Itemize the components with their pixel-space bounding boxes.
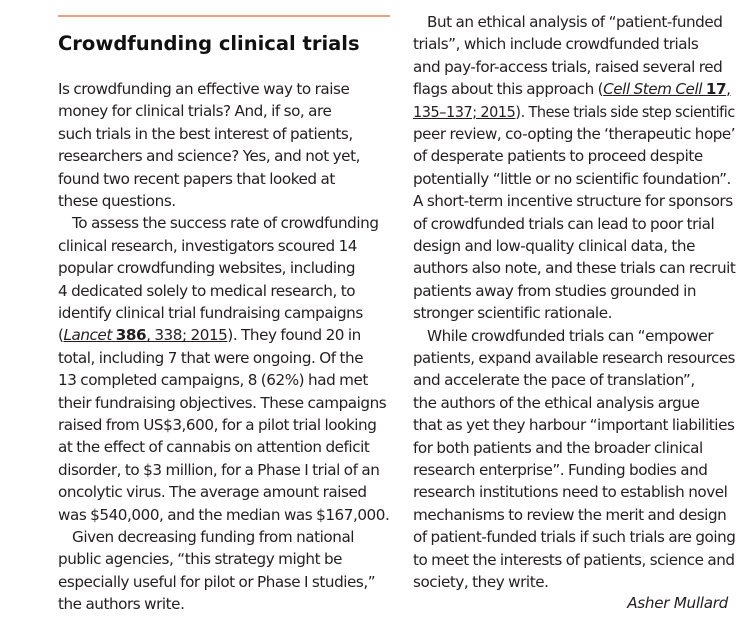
paragraph-start-line: Given decreasing funding from national <box>72 528 355 546</box>
paragraph-start-line: To assess the success rate of crowdfunding <box>72 214 379 233</box>
text-line: the authors of the ethical analysis argue <box>413 393 700 412</box>
text-line: patients away from studies grounded in <box>413 281 697 300</box>
text-line: their fundraising objectives. These campaigns <box>58 393 387 412</box>
text-line: was $540,000, and the median was $167,000. <box>58 505 390 524</box>
text-line: to meet the interests of patients, science and <box>413 550 735 569</box>
text-line: authors also note, and these trials can recruit <box>413 259 736 278</box>
lancet-citation-link[interactable] <box>63 326 227 344</box>
text-line: and accelerate the pace of translation”, <box>413 371 695 390</box>
text-line: the authors write. <box>58 595 185 614</box>
author-byline: Asher Mullard <box>627 594 728 612</box>
text-line: researchers and science? Yes, and not yet, <box>58 147 360 166</box>
text-line: research institutions need to establish novel <box>413 483 728 502</box>
text-line: disorder, to $3 million, for a Phase I trial of an <box>58 460 380 479</box>
citation-journal: Lancet <box>63 326 112 345</box>
paragraph-start-line: While crowdfunded trials can “empower <box>427 326 714 345</box>
text-line: of patient-funded trials if such trials are going <box>413 528 736 547</box>
text-line: society, they write. <box>413 573 549 591</box>
text-line: potentially “little or no scientific foundation”. <box>413 169 731 188</box>
text-line: stronger scientific rationale. <box>413 304 612 323</box>
text-line: of desperate patients to proceed despite <box>413 147 703 166</box>
citation-comma: , <box>726 80 731 99</box>
paragraph-start-line: But an ethical analysis of “patient-funded <box>427 13 723 31</box>
cell-stem-cell-citation-link-cont[interactable] <box>413 103 515 121</box>
text-line: public agencies, “this strategy might be <box>58 550 343 569</box>
text-line: 13 completed campaigns, 8 (62%) had met <box>58 371 368 390</box>
text-line: such trials in the best interest of patients, <box>58 124 353 143</box>
text-line: raised from US$3,600, for a pilot trial looking <box>58 416 377 434</box>
text-line: identify clinical trial fundraising campaigns <box>58 304 363 322</box>
text-line: money for clinical trials? And, if so, are <box>58 102 332 121</box>
text-line: clinical research, investigators scoured 14 <box>58 236 358 255</box>
citation-pages: , 338; 2015 <box>146 326 228 345</box>
text-line: of crowdfunded trials can lead to poor trial <box>413 214 715 233</box>
citation-line <box>58 324 361 346</box>
article-title: Crowdfunding clinical trials <box>58 32 360 55</box>
cell-stem-cell-citation-link[interactable] <box>603 80 730 98</box>
section-rule <box>58 15 390 17</box>
citation-after: ). These trials side step scientific <box>515 102 735 121</box>
text-line: patients, expand available research resources <box>413 349 735 367</box>
text-line: trials”, which include crowdfunded trials <box>413 35 699 54</box>
citation-line <box>413 78 731 100</box>
text-line: for both patients and the broader clinical <box>413 438 703 457</box>
text-line: Is crowdfunding an effective way to raise <box>58 80 350 98</box>
text-line: 4 dedicated solely to medical research, to <box>58 281 356 300</box>
text-line: found two recent papers that looked at <box>58 169 335 188</box>
text-line: total, including 7 that were ongoing. Of the <box>58 348 364 367</box>
text-line: that as yet they harbour “important liabilities <box>413 416 735 435</box>
citation-after: ). They found 20 in <box>227 326 361 345</box>
citation-volume: 17 <box>705 80 727 99</box>
text-line: these questions. <box>58 192 176 210</box>
text-line: peer review, co-opting the ‘therapeutic hope’ <box>413 125 736 143</box>
citation-journal: Cell Stem Cell <box>603 80 702 99</box>
text-line: mechanisms to review the merit and design <box>413 505 727 524</box>
citation-open: ( <box>58 326 64 345</box>
citation-volume: 386 <box>115 326 147 345</box>
text-line: A short-term incentive structure for sponsors <box>413 192 733 211</box>
text-line: especially useful for pilot or Phase I studies,” <box>58 572 376 591</box>
citation-pages: 135–137; 2015 <box>413 102 516 121</box>
text-line: design and low-quality clinical data, the <box>413 237 695 255</box>
text-line: oncolytic virus. The average amount raised <box>58 483 367 502</box>
text-line: and pay-for-access trials, raised several red <box>413 57 723 76</box>
citation-before: flags about this approach ( <box>413 80 604 99</box>
text-line: research enterprise”. Funding bodies and <box>413 461 708 479</box>
text-line: popular crowdfunding websites, including <box>58 259 356 278</box>
citation-line <box>413 101 735 123</box>
text-line: at the effect of cannabis on attention deficit <box>58 438 370 457</box>
